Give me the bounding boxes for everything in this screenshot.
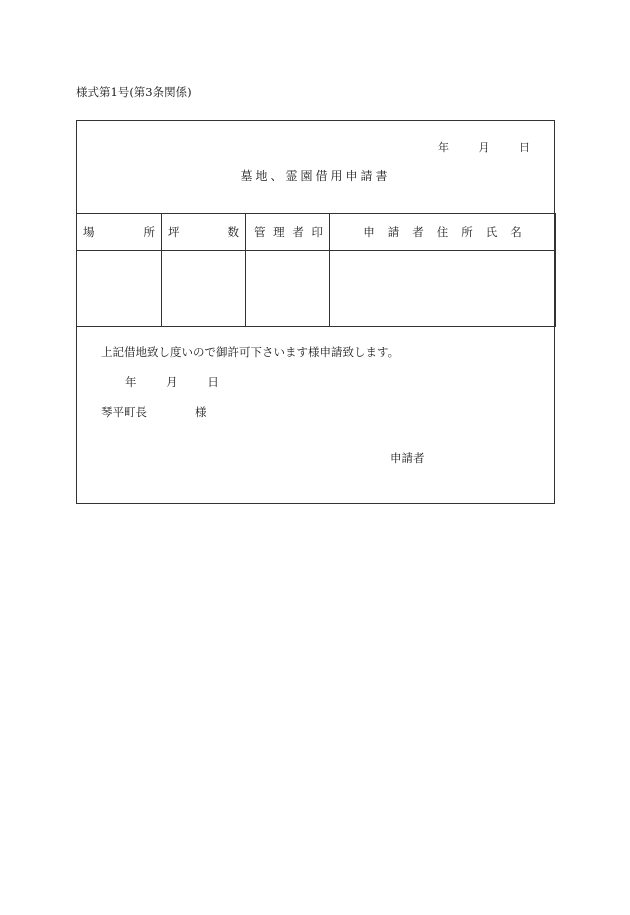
date-header [438, 139, 530, 155]
applicant-label: 申請者 [390, 451, 425, 465]
applicant-address-name-cell[interactable] [330, 251, 556, 327]
header-applicant-char: 氏 [485, 225, 498, 239]
header-applicant-char: 請 [387, 225, 400, 239]
header-manager-char: 者 [292, 225, 304, 239]
manager-seal-cell[interactable] [246, 251, 330, 327]
header-applicant-char: 所 [461, 225, 473, 239]
year-label: 年 [438, 141, 449, 154]
honorific: 様 [195, 405, 207, 419]
area-cell[interactable] [162, 251, 246, 327]
header-location [77, 214, 162, 251]
header-applicant-char: 申 [363, 225, 375, 239]
header-manager-seal [246, 214, 330, 251]
header-location-char-2: 所 [143, 225, 155, 239]
addressee [101, 404, 207, 420]
header-area-char-1: 坪 [168, 225, 180, 239]
table-entry-row [77, 251, 556, 327]
request-statement: 上記借地致し度いので御許可下さいます様申請致します。 [101, 345, 400, 359]
form-title: 墓地、霊園借用申請書 [240, 169, 391, 183]
day-label: 日 [207, 375, 219, 389]
header-manager-char: 理 [273, 225, 285, 239]
header-location-char-1: 場 [83, 225, 95, 239]
header-manager-char: 管 [254, 225, 266, 239]
header-area [162, 214, 246, 251]
header-applicant-address-name [330, 214, 556, 251]
table-header-row [77, 214, 556, 251]
month-label: 月 [478, 141, 490, 154]
header-area-char-2: 数 [227, 225, 239, 239]
day-label: 日 [519, 141, 530, 154]
application-form [76, 120, 555, 504]
header-applicant-char: 住 [436, 225, 449, 239]
form-number-label: 様式第1号(第3条関係) [76, 85, 192, 99]
request-date [125, 374, 219, 390]
month-label: 月 [166, 375, 178, 389]
location-cell[interactable] [77, 251, 162, 327]
year-label: 年 [125, 375, 137, 389]
addressee-name: 琴平町長 [101, 405, 147, 419]
header-applicant-char: 者 [412, 225, 424, 239]
header-manager-char: 印 [311, 225, 323, 239]
application-table [76, 213, 556, 327]
header-applicant-char: 名 [510, 225, 522, 239]
